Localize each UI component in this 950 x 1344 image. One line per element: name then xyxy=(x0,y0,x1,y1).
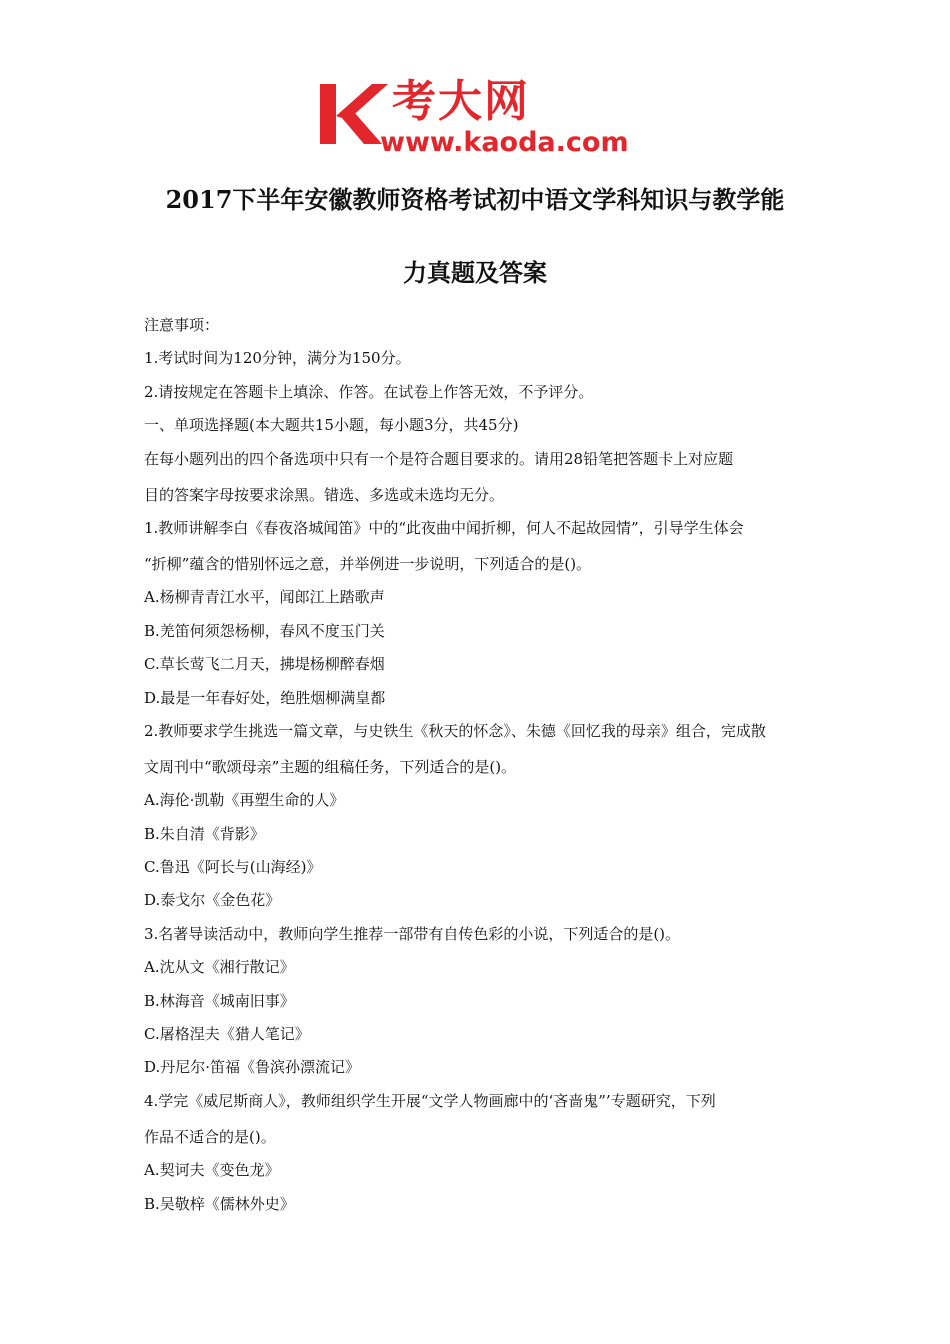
logo-brand-text: 考大网 xyxy=(392,76,530,127)
page-title-line2: 力真题及答案 xyxy=(403,258,547,287)
question-stem: “折柳”蕴含的惜别怀远之意，并举例进一步说明，下列适合的是()。 xyxy=(144,554,592,573)
question-stem: 1.教师讲解李白《春夜洛城闻笛》中的“此夜曲中闻折柳，何人不起故园情”，引导学生体会 xyxy=(144,518,744,537)
kaoda-logo xyxy=(318,78,640,160)
question-stem: 4.学完《威尼斯商人》，教师组织学生开展“文学人物画廊中的‘吝啬鬼”’专题研究，下列 xyxy=(144,1091,716,1110)
question-option: A.杨柳青青江水平，闻郎江上踏歌声 xyxy=(144,588,385,607)
question-option: B.朱自清《背影》 xyxy=(144,824,265,843)
question-option: A.契诃夫《变色龙》 xyxy=(144,1161,280,1180)
k-logo-icon xyxy=(318,82,388,146)
question-option: B.吴敬梓《儒林外史》 xyxy=(144,1194,295,1213)
question-option: D.泰戈尔《金色花》 xyxy=(144,891,281,910)
question-option: A.海伦·凯勒《再塑生命的人》 xyxy=(144,791,345,810)
question-option: B.羌笛何须怨杨柳，春风不度玉门关 xyxy=(144,621,385,640)
note-item: 1.考试时间为120分钟，满分为150分。 xyxy=(144,349,411,368)
question-option: B.林海音《城南旧事》 xyxy=(144,991,295,1010)
section-instruction: 在每小题列出的四个备选项中只有一个是符合题目要求的。请用28铅笔把答题卡上对应题 xyxy=(144,449,734,468)
section-instruction: 目的答案字母按要求涂黑。错选、多选或未选均无分。 xyxy=(144,485,505,504)
logo-url: www.kaoda.com xyxy=(380,127,629,158)
question-option: D.最是一年春好处，绝胜烟柳满皇都 xyxy=(144,688,386,707)
note-item: 2.请按规定在答题卡上填涂、作答。在试卷上作答无效，不予评分。 xyxy=(144,382,594,401)
question-stem: 文周刊中“歌颂母亲”主题的组稿任务，下列适合的是()。 xyxy=(144,757,517,776)
section-heading: 一、单项选择题(本大题共15小题，每小题3分，共45分) xyxy=(144,416,519,435)
question-option: C.草长莺飞二月天，拂堤杨柳醉春烟 xyxy=(144,655,385,674)
page-title-line1: 2017下半年安徽教师资格考试初中语文学科知识与教学能 xyxy=(165,185,785,214)
question-stem: 作品不适合的是()。 xyxy=(144,1127,276,1146)
question-option: C.屠格涅夫《猎人笔记》 xyxy=(144,1025,310,1044)
question-stem: 3.名著导读活动中，教师向学生推荐一部带有自传色彩的小说，下列适合的是()。 xyxy=(144,924,681,943)
exam-body xyxy=(144,312,814,1224)
notes-heading: 注意事项： xyxy=(144,316,220,334)
question-stem: 2.教师要求学生挑选一篇文章，与史铁生《秋天的怀念》、朱德《回忆我的母亲》组合，完成散 xyxy=(144,721,766,740)
question-option: D.丹尼尔·笛福《鲁滨孙漂流记》 xyxy=(144,1058,361,1077)
question-option: A.沈从文《湘行散记》 xyxy=(144,958,295,977)
question-option: C.鲁迅《阿长与(山海经)》 xyxy=(144,858,322,877)
